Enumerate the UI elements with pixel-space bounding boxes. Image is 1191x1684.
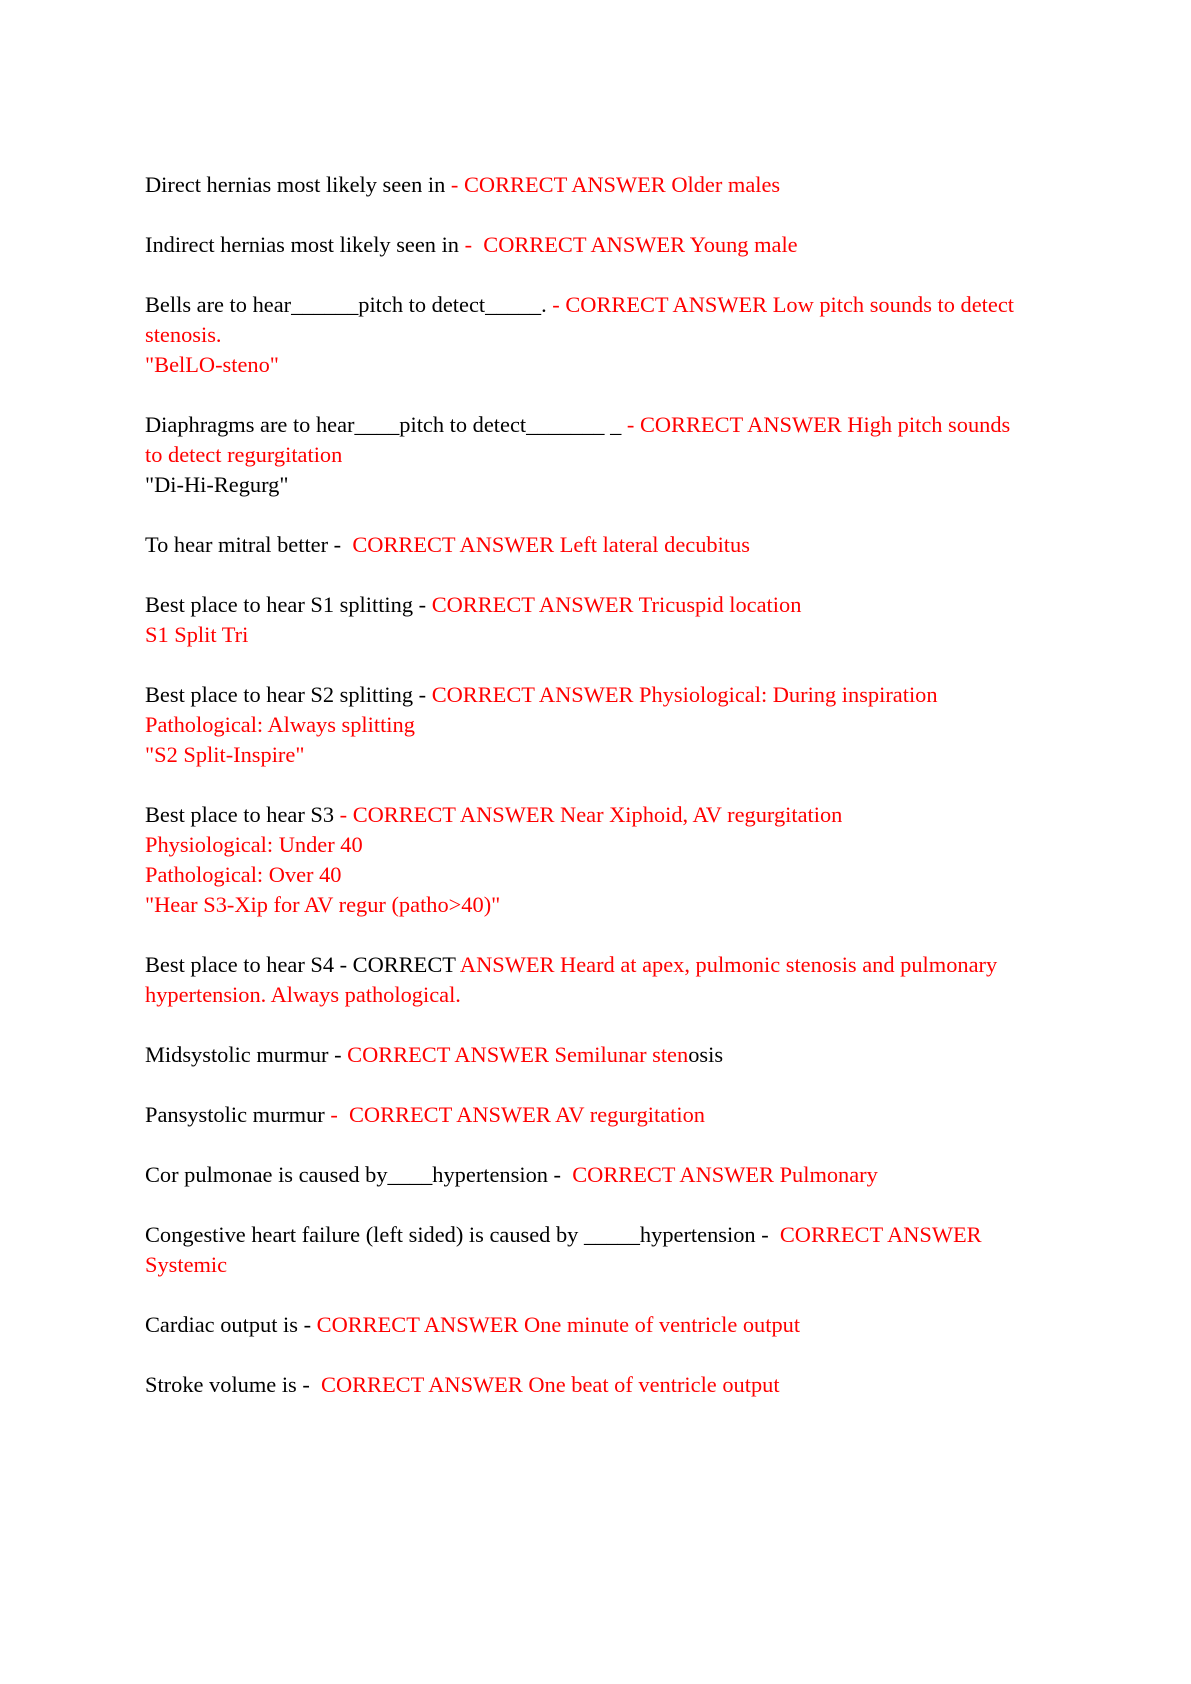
qa-line xyxy=(145,530,1085,560)
answer-text: CORRECT ANSWER High pitch sounds xyxy=(639,412,1011,437)
answer-continuation: Systemic xyxy=(145,1252,228,1277)
question-text: Bells are to hear______pitch to detect_____. xyxy=(145,292,547,317)
question-text: Midsystolic murmur - xyxy=(145,1042,342,1067)
answer-text: CORRECT ANSWER Pulmonary xyxy=(572,1162,878,1187)
qa-item-chf xyxy=(145,1220,1085,1280)
question-text: Best place to hear S3 xyxy=(145,802,335,827)
qa-item-direct-hernias xyxy=(145,170,1085,200)
question-text: Best place to hear S2 splitting - xyxy=(145,682,427,707)
qa-line xyxy=(145,1160,1085,1190)
answer-continuation: S1 Split Tri xyxy=(145,622,249,647)
question-text: Stroke volume is - xyxy=(145,1372,310,1397)
qa-item-s1-splitting xyxy=(145,590,1085,650)
qa-line xyxy=(145,1040,1085,1070)
qa-item-pansystolic xyxy=(145,1100,1085,1130)
answer-continuation: to detect regurgitation xyxy=(145,442,343,467)
separator xyxy=(769,1222,780,1247)
qa-item-midsystolic xyxy=(145,1040,1085,1070)
answer-continuation: Pathological: Always splitting xyxy=(145,712,415,737)
qa-line xyxy=(145,1220,1085,1250)
qa-line xyxy=(145,1100,1085,1130)
qa-line xyxy=(145,1370,1085,1400)
answer-text: CORRECT ANSWER Low pitch sounds to detect xyxy=(565,292,1014,317)
separator: - xyxy=(621,412,640,437)
qa-line xyxy=(145,680,1085,710)
answer-text: CORRECT ANSWER Physiological: During inspiration xyxy=(431,682,938,707)
answer-continuation: Pathological: Over 40 xyxy=(145,862,342,887)
qa-line xyxy=(145,1310,1085,1340)
qa-item-cor-pulmonae xyxy=(145,1160,1085,1190)
answer-continuation: Physiological: Under 40 xyxy=(145,832,363,857)
question-text: Pansystolic murmur xyxy=(145,1102,325,1127)
separator xyxy=(341,532,352,557)
separator: - xyxy=(459,232,484,257)
separator: - xyxy=(546,292,566,317)
answer-text: CORRECT ANSWER Left lateral decubitus xyxy=(352,532,750,557)
qa-item-cardiac-output xyxy=(145,1310,1085,1340)
answer-continuation: stenosis. xyxy=(145,322,222,347)
question-text: Best place to hear S1 splitting - xyxy=(145,592,427,617)
qa-item-bells xyxy=(145,290,1085,380)
question-text: Cardiac output is - xyxy=(145,1312,312,1337)
answer-text: ANSWER Heard at apex, pulmonic stenosis and pulmonary xyxy=(459,952,998,977)
document-page xyxy=(145,170,1085,1430)
answer-text: CORRECT ANSWER Near Xiphoid, AV regurgitation xyxy=(352,802,843,827)
answer-text: CORRECT ANSWER Tricuspid location xyxy=(431,592,802,617)
question-text: Cor pulmonae is caused by____hypertension - xyxy=(145,1162,562,1187)
answer-text: CORRECT ANSWER One minute of ventricle output xyxy=(316,1312,801,1337)
answer-mnemonic: "Hear S3-Xip for AV regur (patho>40)" xyxy=(145,892,501,917)
qa-item-s4 xyxy=(145,950,1085,1010)
answer-text: CORRECT ANSWER xyxy=(779,1222,982,1247)
qa-item-s3 xyxy=(145,800,1085,920)
qa-line xyxy=(145,950,1085,980)
qa-item-indirect-hernias xyxy=(145,230,1085,260)
qa-line xyxy=(145,590,1085,620)
answer-text: CORRECT ANSWER One beat of ventricle output xyxy=(321,1372,780,1397)
answer-mnemonic: "S2 Split-Inspire" xyxy=(145,742,305,767)
qa-line xyxy=(145,230,1085,260)
qa-item-s2-splitting xyxy=(145,680,1085,770)
answer-continuation: hypertension. Always pathological. xyxy=(145,982,461,1007)
qa-line xyxy=(145,410,1085,440)
question-text: Best place to hear S4 - CORRECT xyxy=(145,952,456,977)
qa-item-mitral xyxy=(145,530,1085,560)
qa-line xyxy=(145,800,1085,830)
question-text: Congestive heart failure (left sided) is caused by _____hypertension - xyxy=(145,1222,769,1247)
qa-item-stroke-volume xyxy=(145,1370,1085,1400)
separator: - xyxy=(445,172,464,197)
answer-tail: osis xyxy=(688,1042,724,1067)
answer-text: CORRECT ANSWER AV regurgitation xyxy=(349,1102,706,1127)
mnemonic-text: "Di-Hi-Regurg" xyxy=(145,472,289,497)
question-text: Direct hernias most likely seen in xyxy=(145,172,446,197)
qa-line xyxy=(145,170,1085,200)
separator xyxy=(561,1162,572,1187)
answer-mnemonic: "BelLO-steno" xyxy=(145,352,279,377)
question-text: Diaphragms are to hear____pitch to detect_______ _ xyxy=(145,412,622,437)
qa-item-diaphragms xyxy=(145,410,1085,500)
question-text: Indirect hernias most likely seen in xyxy=(145,232,460,257)
answer-text: CORRECT ANSWER Older males xyxy=(463,172,781,197)
answer-text: CORRECT ANSWER Semilunar sten xyxy=(347,1042,689,1067)
separator: - xyxy=(324,1102,349,1127)
question-text: To hear mitral better - xyxy=(145,532,342,557)
separator: - xyxy=(334,802,353,827)
separator xyxy=(310,1372,321,1397)
qa-line xyxy=(145,290,1085,320)
answer-text: CORRECT ANSWER Young male xyxy=(483,232,798,257)
